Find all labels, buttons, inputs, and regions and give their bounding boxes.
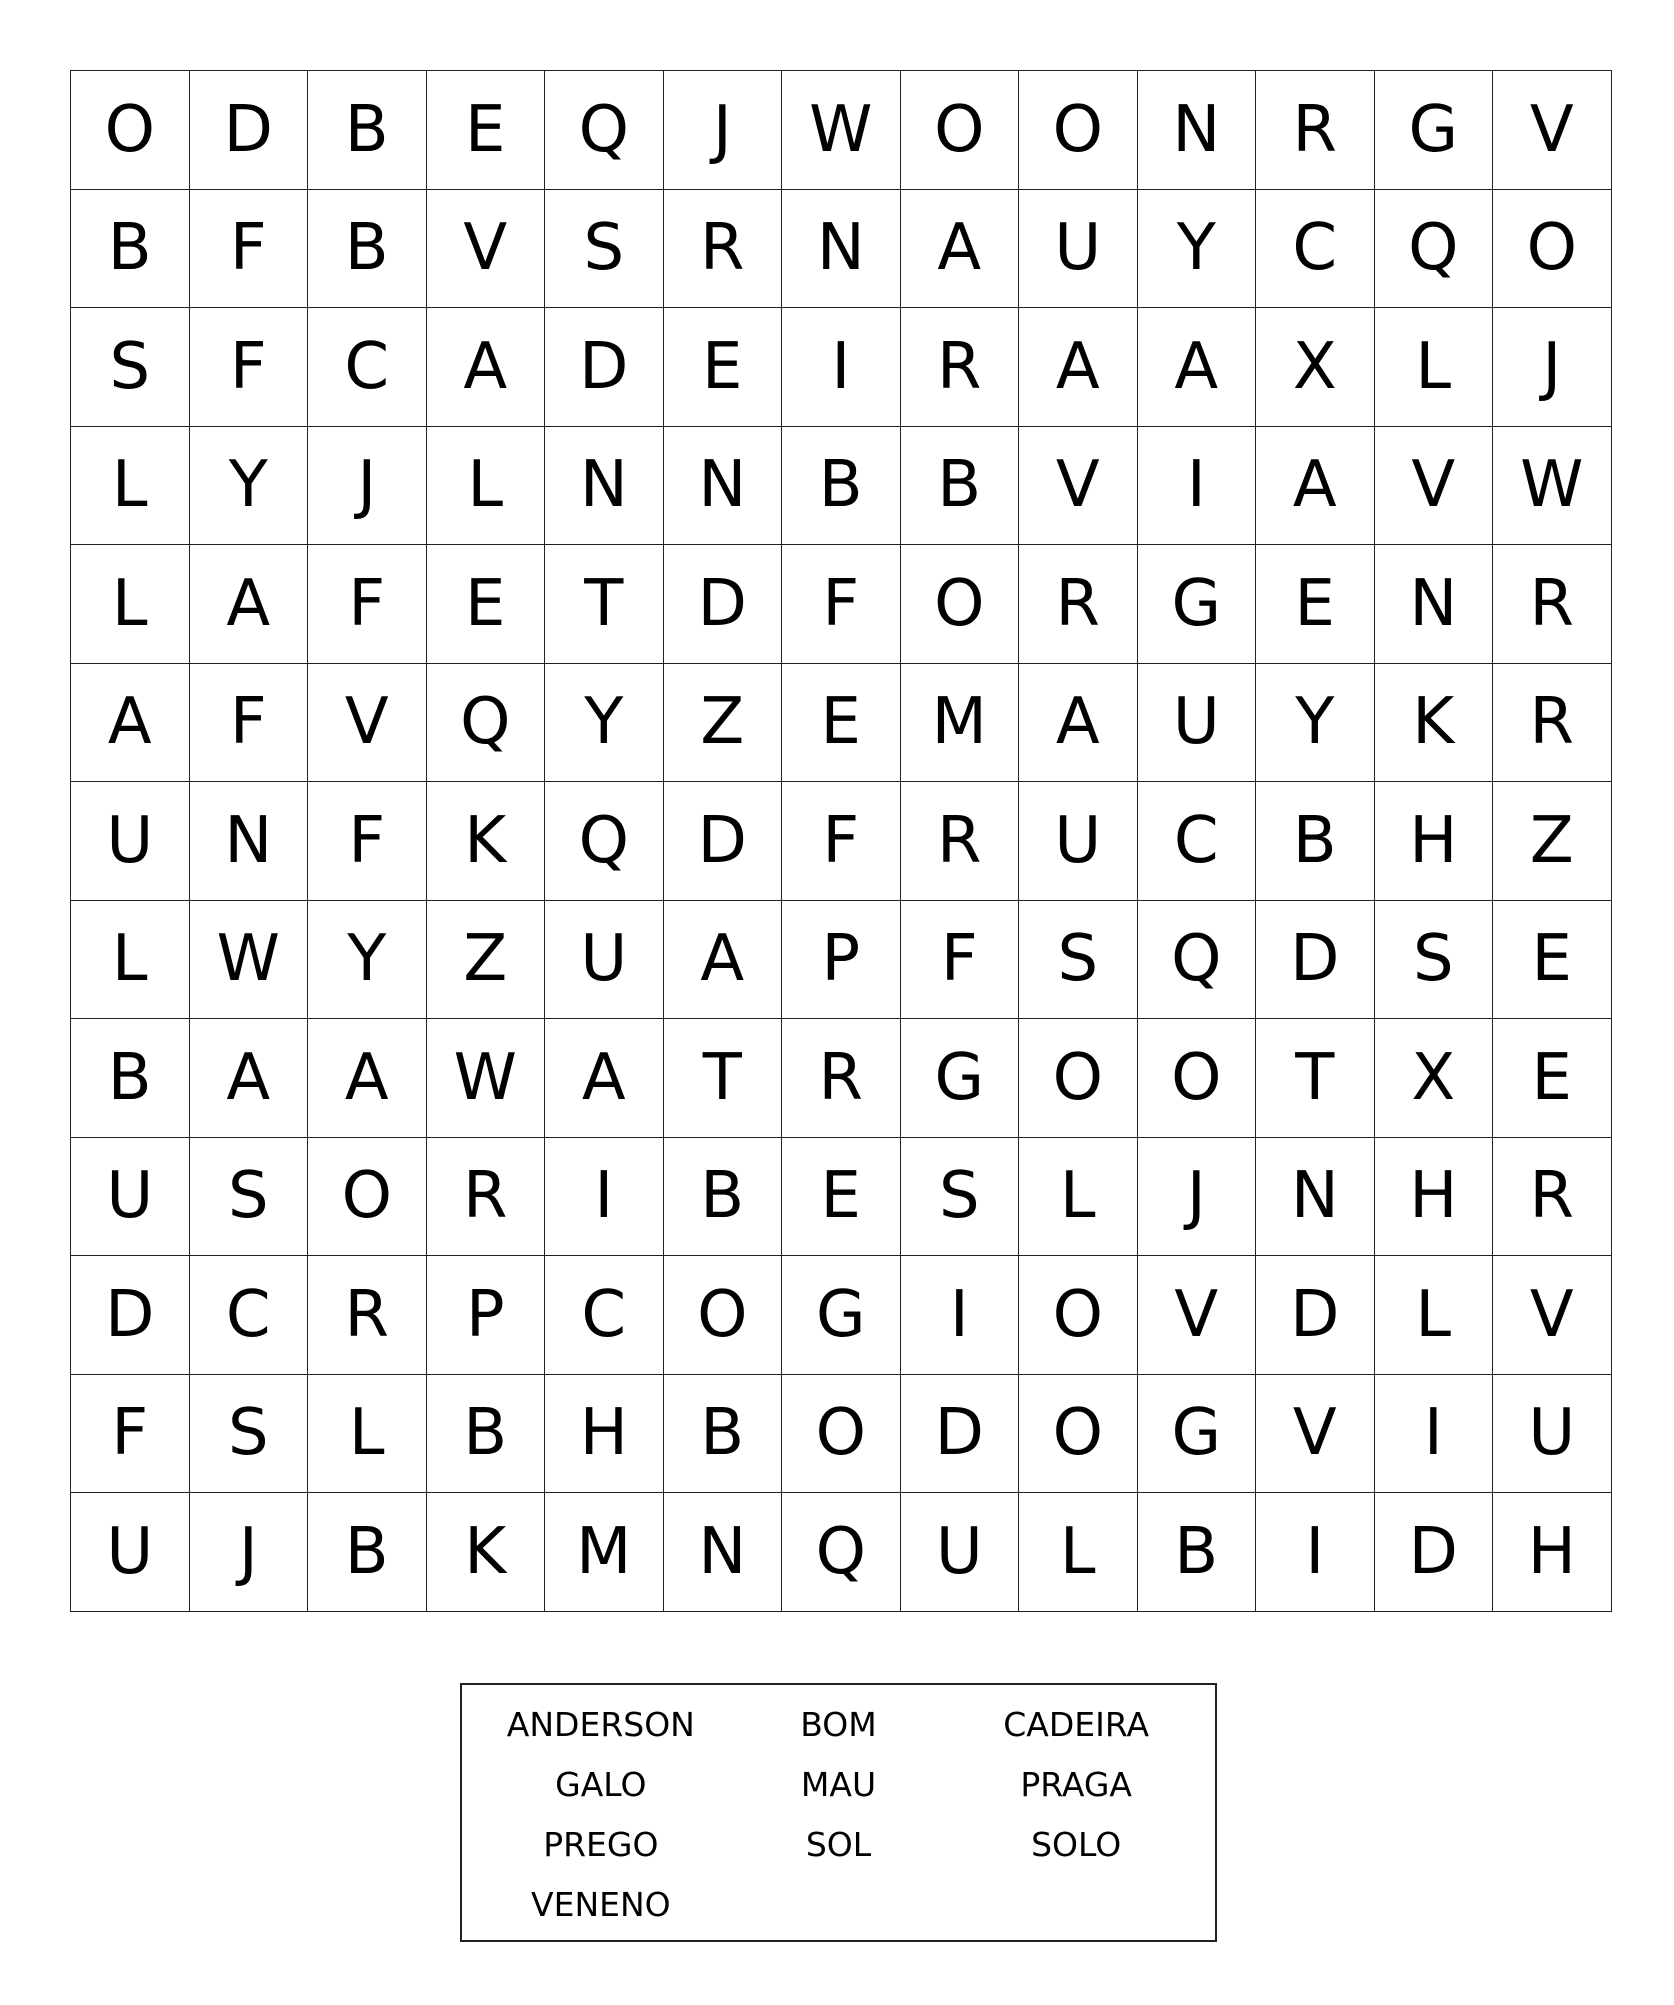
letter-cell[interactable]: M <box>901 664 1020 783</box>
letter-cell[interactable]: R <box>427 1138 546 1257</box>
letter-cell[interactable]: B <box>71 190 190 309</box>
letter-cell[interactable]: U <box>901 1493 1020 1612</box>
letter-cell[interactable]: W <box>1493 427 1612 546</box>
letter-cell[interactable]: B <box>71 1019 190 1138</box>
letter-cell[interactable]: S <box>901 1138 1020 1257</box>
word-list-item: SOLO <box>1031 1825 1122 1864</box>
letter-cell[interactable]: R <box>664 190 783 309</box>
letter-cell[interactable]: B <box>427 1375 546 1494</box>
letter-cell[interactable]: X <box>1375 1019 1494 1138</box>
letter-cell[interactable]: T <box>545 545 664 664</box>
letter-cell[interactable]: P <box>427 1256 546 1375</box>
word-list-item: PRAGA <box>1020 1765 1132 1804</box>
letter-cell[interactable]: W <box>190 901 309 1020</box>
letter-cell[interactable]: D <box>664 782 783 901</box>
letter-cell[interactable]: B <box>308 71 427 190</box>
letter-cell[interactable]: V <box>1493 1256 1612 1375</box>
letter-cell[interactable]: R <box>1493 664 1612 783</box>
letter-cell[interactable]: A <box>308 1019 427 1138</box>
letter-cell[interactable]: G <box>901 1019 1020 1138</box>
letter-cell[interactable]: L <box>1019 1493 1138 1612</box>
letter-cell[interactable]: D <box>1256 1256 1375 1375</box>
letter-cell[interactable]: M <box>545 1493 664 1612</box>
letter-cell[interactable]: N <box>545 427 664 546</box>
letter-cell[interactable]: S <box>545 190 664 309</box>
word-list-item: PREGO <box>543 1825 659 1864</box>
letter-cell[interactable]: R <box>308 1256 427 1375</box>
letter-cell[interactable]: A <box>427 308 546 427</box>
letter-cell[interactable]: B <box>901 427 1020 546</box>
letter-cell[interactable]: I <box>545 1138 664 1257</box>
letter-cell[interactable]: B <box>308 190 427 309</box>
letter-cell[interactable]: L <box>71 427 190 546</box>
letter-cell[interactable]: I <box>782 308 901 427</box>
letter-cell[interactable]: D <box>1375 1493 1494 1612</box>
letter-cell[interactable]: B <box>1256 782 1375 901</box>
letter-cell[interactable]: H <box>545 1375 664 1494</box>
letter-cell[interactable]: C <box>1138 782 1257 901</box>
letter-cell[interactable]: G <box>1138 545 1257 664</box>
letter-cell[interactable]: B <box>308 1493 427 1612</box>
letter-cell[interactable]: T <box>1256 1019 1375 1138</box>
letter-cell[interactable]: R <box>1256 71 1375 190</box>
letter-cell[interactable]: D <box>190 71 309 190</box>
letter-cell[interactable]: B <box>1138 1493 1257 1612</box>
letter-cell[interactable]: Y <box>1138 190 1257 309</box>
letter-cell[interactable]: R <box>901 308 1020 427</box>
letter-cell[interactable]: K <box>427 782 546 901</box>
letter-cell[interactable]: B <box>664 1375 783 1494</box>
letter-cell[interactable]: N <box>664 427 783 546</box>
letter-cell[interactable]: O <box>1138 1019 1257 1138</box>
letter-cell[interactable]: D <box>71 1256 190 1375</box>
letter-cell[interactable]: O <box>901 545 1020 664</box>
letter-cell[interactable]: X <box>1256 308 1375 427</box>
letter-cell[interactable]: S <box>190 1375 309 1494</box>
letter-cell[interactable]: O <box>901 71 1020 190</box>
letter-cell[interactable]: D <box>545 308 664 427</box>
word-list-item: SOL <box>805 1825 872 1864</box>
letter-cell[interactable]: I <box>1138 427 1257 546</box>
letter-cell[interactable]: V <box>1019 427 1138 546</box>
letter-cell[interactable]: N <box>782 190 901 309</box>
letter-cell[interactable]: A <box>1256 427 1375 546</box>
word-list-item: GALO <box>555 1765 647 1804</box>
letter-cell[interactable]: N <box>1256 1138 1375 1257</box>
letter-cell[interactable]: H <box>1375 782 1494 901</box>
letter-cell[interactable]: E <box>427 545 546 664</box>
letter-cell[interactable]: F <box>190 664 309 783</box>
letter-cell[interactable]: L <box>71 901 190 1020</box>
letter-cell[interactable]: I <box>1256 1493 1375 1612</box>
letter-cell[interactable]: Z <box>427 901 546 1020</box>
letter-cell[interactable]: H <box>1375 1138 1494 1257</box>
letter-cell[interactable]: E <box>782 1138 901 1257</box>
letter-cell[interactable]: C <box>545 1256 664 1375</box>
letter-cell[interactable]: R <box>901 782 1020 901</box>
letter-cell[interactable]: W <box>782 71 901 190</box>
letter-cell[interactable]: A <box>545 1019 664 1138</box>
letter-cell[interactable]: O <box>1019 1019 1138 1138</box>
letter-cell[interactable]: C <box>190 1256 309 1375</box>
letter-cell[interactable]: U <box>1019 782 1138 901</box>
letter-cell[interactable]: A <box>901 190 1020 309</box>
letter-cell[interactable]: Q <box>545 782 664 901</box>
letter-cell[interactable]: Y <box>1256 664 1375 783</box>
letter-cell[interactable]: R <box>782 1019 901 1138</box>
letter-cell[interactable]: Q <box>545 71 664 190</box>
letter-cell[interactable]: F <box>71 1375 190 1494</box>
letter-cell[interactable]: A <box>1019 664 1138 783</box>
letter-cell[interactable]: I <box>1375 1375 1494 1494</box>
letter-cell[interactable]: V <box>1375 427 1494 546</box>
letter-cell[interactable]: C <box>1256 190 1375 309</box>
letter-cell[interactable]: H <box>1493 1493 1612 1612</box>
letter-cell[interactable]: J <box>308 427 427 546</box>
letter-cell[interactable]: F <box>901 901 1020 1020</box>
letter-cell[interactable]: F <box>782 545 901 664</box>
letter-cell[interactable]: B <box>782 427 901 546</box>
letter-cell[interactable]: Z <box>1493 782 1612 901</box>
letter-cell[interactable]: O <box>1019 1256 1138 1375</box>
letter-cell[interactable]: A <box>190 1019 309 1138</box>
letter-cell[interactable]: O <box>782 1375 901 1494</box>
word-list-item: VENENO <box>531 1885 671 1924</box>
letter-cell[interactable]: R <box>1019 545 1138 664</box>
letter-cell[interactable]: A <box>71 664 190 783</box>
letter-cell[interactable]: O <box>71 71 190 190</box>
letter-cell[interactable]: Y <box>190 427 309 546</box>
letter-cell[interactable]: E <box>427 71 546 190</box>
letter-cell[interactable]: U <box>1019 190 1138 309</box>
letter-cell[interactable]: B <box>664 1138 783 1257</box>
letter-cell[interactable]: S <box>190 1138 309 1257</box>
letter-cell[interactable]: E <box>1256 545 1375 664</box>
word-list-item: ANDERSON <box>506 1705 695 1744</box>
word-list-item: CADEIRA <box>1003 1705 1150 1744</box>
word-list-item: BOM <box>800 1705 877 1744</box>
letter-cell[interactable]: E <box>1493 901 1612 1020</box>
letter-cell[interactable]: Q <box>427 664 546 783</box>
letter-cell[interactable]: Q <box>1138 901 1257 1020</box>
letter-cell[interactable]: D <box>1256 901 1375 1020</box>
letter-cell[interactable]: V <box>427 190 546 309</box>
letter-cell[interactable]: O <box>664 1256 783 1375</box>
letter-cell[interactable]: F <box>308 782 427 901</box>
letter-cell[interactable]: U <box>545 901 664 1020</box>
letter-cell[interactable]: F <box>190 308 309 427</box>
letter-cell[interactable]: Y <box>545 664 664 783</box>
letter-cell[interactable]: F <box>782 782 901 901</box>
letter-cell[interactable]: N <box>1138 71 1257 190</box>
word-search-grid <box>70 70 1612 1612</box>
letter-cell[interactable]: F <box>308 545 427 664</box>
letter-cell[interactable]: O <box>308 1138 427 1257</box>
letter-cell[interactable]: G <box>1375 71 1494 190</box>
word-list-item: MAU <box>800 1765 877 1804</box>
letter-cell[interactable]: S <box>1375 901 1494 1020</box>
word-list <box>460 1683 1217 1942</box>
letter-cell[interactable]: L <box>427 427 546 546</box>
letter-cell[interactable]: Y <box>308 901 427 1020</box>
letter-cell[interactable]: A <box>190 545 309 664</box>
letter-cell[interactable]: R <box>1493 1138 1612 1257</box>
letter-cell[interactable]: U <box>1493 1375 1612 1494</box>
letter-cell[interactable]: L <box>1375 1256 1494 1375</box>
letter-cell[interactable]: K <box>427 1493 546 1612</box>
letter-cell[interactable]: O <box>1493 190 1612 309</box>
letter-cell[interactable]: E <box>1493 1019 1612 1138</box>
letter-cell[interactable]: Q <box>782 1493 901 1612</box>
letter-cell[interactable]: S <box>71 308 190 427</box>
letter-cell[interactable]: A <box>664 901 783 1020</box>
letter-cell[interactable]: E <box>664 308 783 427</box>
letter-cell[interactable]: G <box>782 1256 901 1375</box>
letter-cell[interactable]: J <box>1138 1138 1257 1257</box>
letter-cell[interactable]: T <box>664 1019 783 1138</box>
letter-cell[interactable]: V <box>1493 71 1612 190</box>
letter-cell[interactable]: U <box>71 1138 190 1257</box>
letter-cell[interactable]: K <box>1375 664 1494 783</box>
letter-cell[interactable]: O <box>1019 71 1138 190</box>
letter-cell[interactable]: V <box>308 664 427 783</box>
letter-cell[interactable]: U <box>1138 664 1257 783</box>
letter-cell[interactable]: V <box>1256 1375 1375 1494</box>
letter-cell[interactable]: O <box>1019 1375 1138 1494</box>
letter-cell[interactable]: J <box>190 1493 309 1612</box>
letter-cell[interactable]: L <box>1375 308 1494 427</box>
letter-cell[interactable]: Q <box>1375 190 1494 309</box>
letter-cell[interactable]: E <box>782 664 901 783</box>
letter-cell[interactable]: P <box>782 901 901 1020</box>
letter-cell[interactable]: L <box>308 1375 427 1494</box>
letter-cell[interactable]: V <box>1138 1256 1257 1375</box>
letter-cell[interactable]: N <box>190 782 309 901</box>
letter-cell[interactable]: N <box>664 1493 783 1612</box>
letter-cell[interactable]: R <box>1493 545 1612 664</box>
letter-cell[interactable]: I <box>901 1256 1020 1375</box>
letter-cell[interactable]: S <box>1019 901 1138 1020</box>
letter-cell[interactable]: J <box>1493 308 1612 427</box>
letter-cell[interactable]: F <box>190 190 309 309</box>
letter-cell[interactable]: A <box>1019 308 1138 427</box>
letter-cell[interactable]: J <box>664 71 783 190</box>
letter-cell[interactable]: D <box>664 545 783 664</box>
letter-cell[interactable]: W <box>427 1019 546 1138</box>
letter-cell[interactable]: N <box>1375 545 1494 664</box>
letter-cell[interactable]: U <box>71 1493 190 1612</box>
letter-cell[interactable]: Z <box>664 664 783 783</box>
letter-cell[interactable]: D <box>901 1375 1020 1494</box>
letter-cell[interactable]: U <box>71 782 190 901</box>
letter-cell[interactable]: A <box>1138 308 1257 427</box>
letter-cell[interactable]: L <box>1019 1138 1138 1257</box>
letter-cell[interactable]: G <box>1138 1375 1257 1494</box>
letter-cell[interactable]: C <box>308 308 427 427</box>
letter-cell[interactable]: L <box>71 545 190 664</box>
